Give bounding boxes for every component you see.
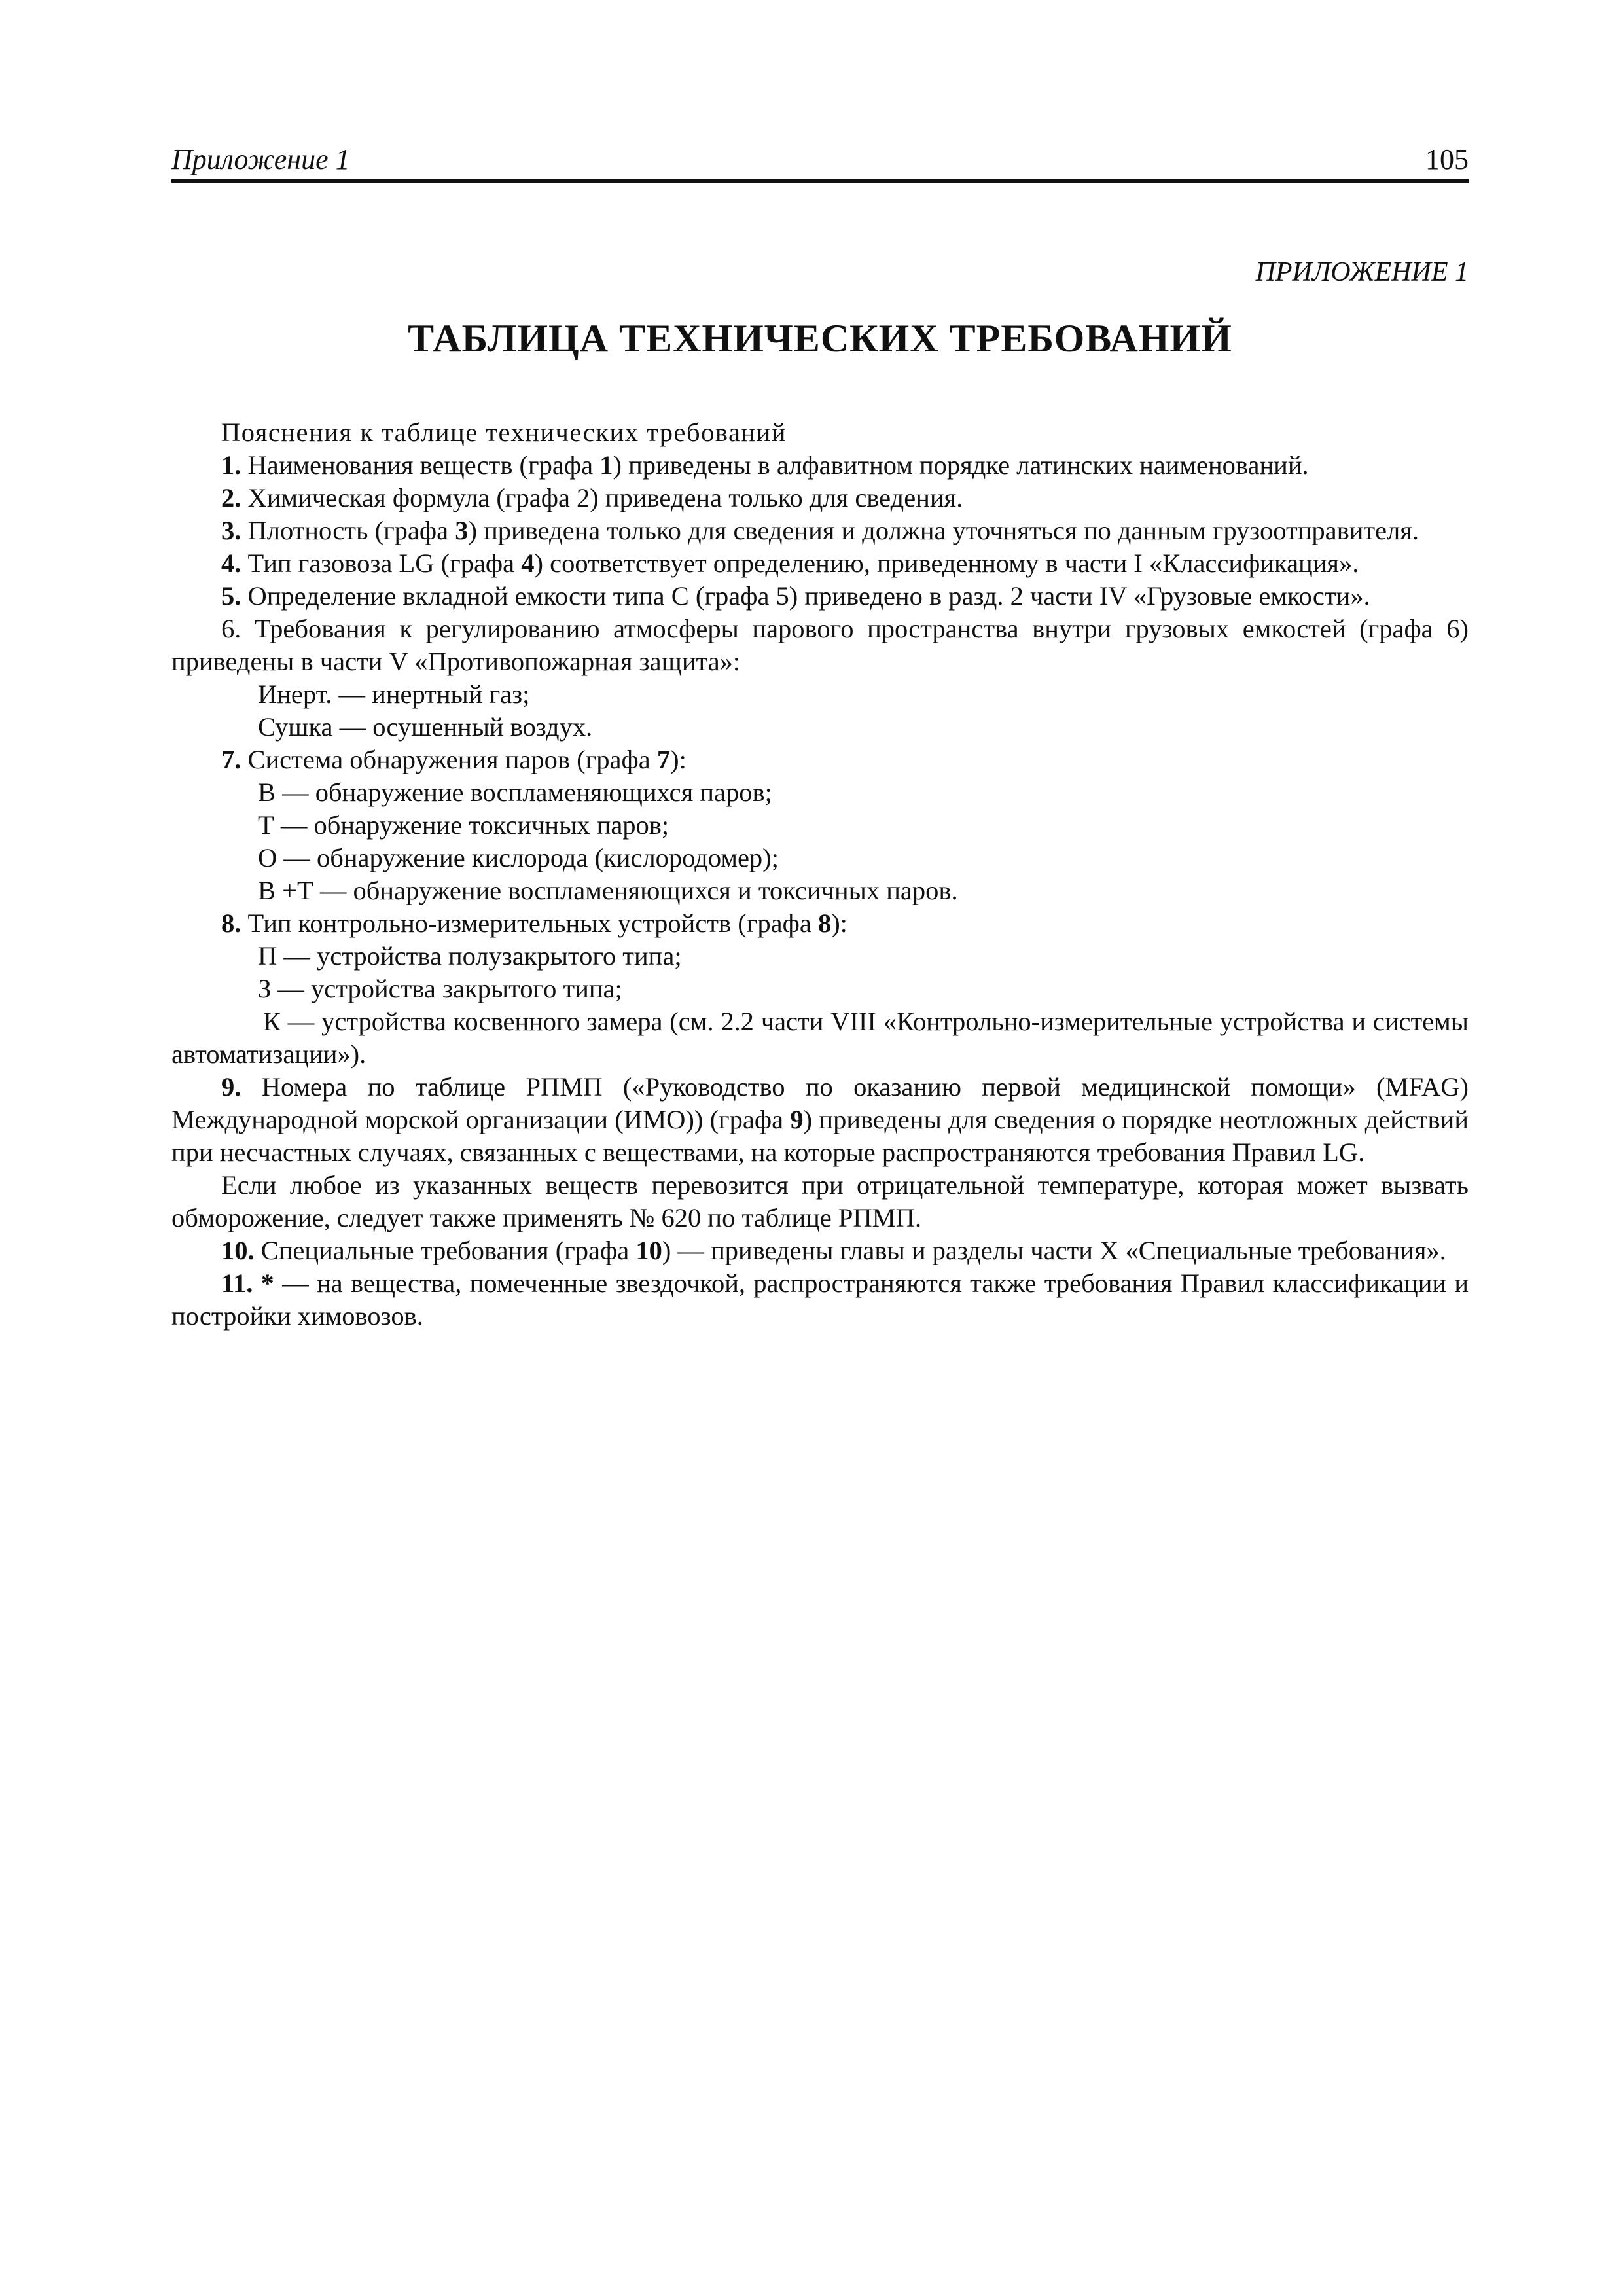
item-6-def-inert: Инерт. — инертный газ;	[258, 679, 530, 709]
item-4-text: Тип газовоза LG (графа	[241, 548, 522, 578]
item-7-def-b: В — обнаружение воспламеняющихся паров;	[258, 778, 772, 807]
item-2-text: Химическая формула (графа 2) приведена только для сведения.	[241, 483, 963, 512]
item-8-column: 8	[817, 908, 832, 938]
item-8-text: Тип контрольно-измерительных устройств (графа	[241, 908, 818, 938]
item-9-column: 9	[790, 1105, 804, 1134]
item-5	[171, 580, 1469, 613]
item-7	[171, 744, 1469, 776]
item-1-text: Наименования веществ (графа	[241, 450, 600, 480]
running-header	[171, 143, 1469, 183]
item-8-tail: ):	[831, 908, 847, 938]
item-5-text: Определение вкладной емкости типа С (графа 5) приведено в разд. 2 части IV «Грузовые емкости».	[241, 581, 1370, 611]
item-7-number: 7.	[221, 745, 241, 774]
item-4-column: 4	[521, 548, 535, 578]
item-11	[171, 1267, 1469, 1333]
item-1-number: 1.	[221, 450, 241, 480]
item-11-number: 11. *	[221, 1268, 274, 1298]
running-header-section: Приложение 1	[171, 143, 350, 175]
item-9-tail: ) приведены для сведения о порядке неотложных действий при несчастных случаях, связанных с веществами, на которые распространяются требования Правил LG.	[171, 1105, 1469, 1167]
item-10-column: 10	[635, 1236, 662, 1265]
item-1-tail: ) приведены в алфавитном порядке латинских наименований.	[613, 450, 1309, 480]
item-6-number: 6.	[221, 614, 241, 643]
page-number: 105	[1425, 143, 1469, 175]
item-6-def-dry: Сушка — осушенный воздух.	[258, 712, 593, 742]
item-6-text: Требования к регулированию атмосферы парового пространства внутри грузовых емкостей (графа 6) приведены в части V «Противопожарная защита»:	[171, 614, 1469, 676]
page-title: ТАБЛИЦА ТЕХНИЧЕСКИХ ТРЕБОВАНИЙ	[408, 317, 1232, 360]
item-11-text: — на вещества, помеченные звездочкой, распространяются также требования Правил классификации и постройки химовозов.	[171, 1268, 1469, 1331]
item-10-tail: ) — приведены главы и разделы части X «Специальные требования».	[662, 1236, 1446, 1265]
item-6	[171, 613, 1469, 678]
item-5-number: 5.	[221, 581, 241, 611]
item-7-text: Система обнаружения паров (графа	[241, 745, 657, 774]
appendix-label: ПРИЛОЖЕНИЕ 1	[1255, 257, 1469, 287]
item-10-text: Специальные требования (графа	[254, 1236, 636, 1265]
item-7-def-bt: В +Т — обнаружение воспламеняющихся и токсичных паров.	[258, 876, 958, 905]
item-10-number: 10.	[221, 1236, 255, 1265]
item-10	[171, 1234, 1469, 1267]
item-4-number: 4.	[221, 548, 241, 578]
item-7-column: 7	[656, 745, 671, 774]
item-3-column: 3	[455, 516, 469, 545]
item-3-tail: ) приведена только для сведения и должна уточняться по данным грузоотправителя.	[468, 516, 1419, 545]
item-1-column: 1	[599, 450, 613, 480]
item-8	[171, 907, 1469, 940]
item-9-note: Если любое из указанных веществ перевозится при отрицательной температуре, которая может вызвать обморожение, следует также применять № 620 по таблице РПМП.	[171, 1170, 1469, 1232]
item-8-def-p: П — устройства полузакрытого типа;	[258, 941, 682, 971]
item-1	[171, 449, 1469, 482]
explanations-body	[171, 416, 1469, 1333]
item-3-number: 3.	[221, 516, 241, 545]
item-9	[171, 1071, 1469, 1169]
item-9-text: Номера по таблице РПМП («Руководство по оказанию первой медицинской помощи» (MFAG) Международной морской организации (ИМО)) (графа	[171, 1072, 1469, 1134]
item-2	[171, 482, 1469, 514]
item-7-tail: ):	[670, 745, 687, 774]
item-2-number: 2.	[221, 483, 241, 512]
item-4	[171, 547, 1469, 580]
item-8-def-k: К — устройства косвенного замера (см. 2.2 части VIII «Контрольно-измерительные устройства и системы автоматизации»).	[171, 1007, 1469, 1069]
item-4-tail: ) соответствует определению, приведенному в части I «Классификация».	[534, 548, 1359, 578]
item-9-number: 9.	[221, 1072, 241, 1102]
item-3	[171, 514, 1469, 547]
item-7-def-o: О — обнаружение кислорода (кислородомер);	[258, 843, 779, 872]
item-3-text: Плотность (графа	[241, 516, 455, 545]
item-8-number: 8.	[221, 908, 241, 938]
explanations-heading: Пояснения к таблице технических требований	[221, 418, 787, 447]
item-7-def-t: Т — обнаружение токсичных паров;	[258, 810, 669, 840]
item-8-def-z: З — устройства закрытого типа;	[258, 974, 622, 1003]
